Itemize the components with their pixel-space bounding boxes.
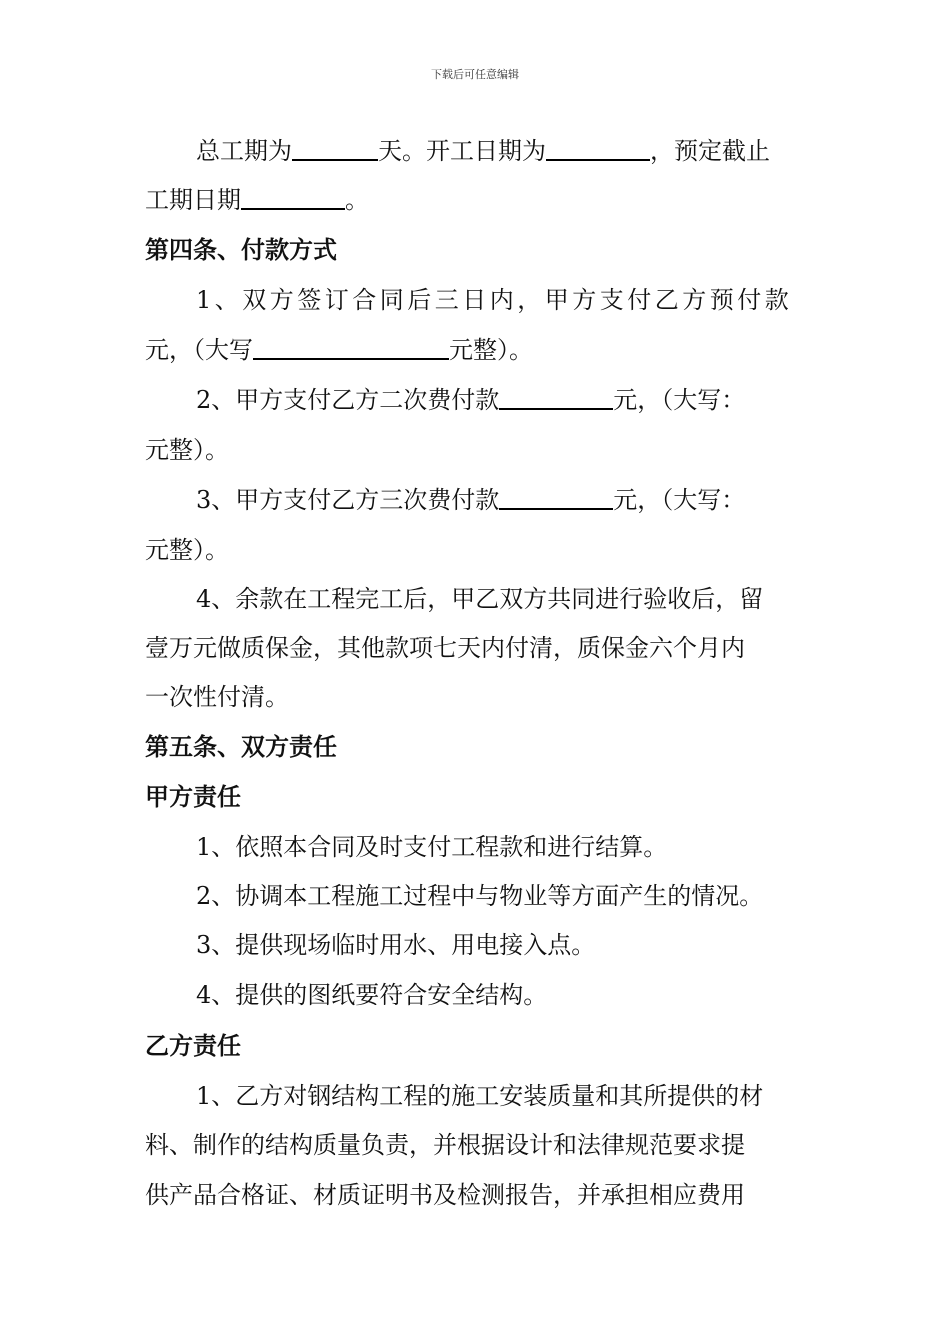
payment-item-3-line1 <box>196 485 745 515</box>
end-date-blank[interactable] <box>241 186 345 210</box>
end-date-line <box>145 185 369 215</box>
party-a-title: 甲方责任 <box>145 783 241 811</box>
payment-item-2-label: 2、甲方支付乙方二次费付款 <box>196 386 500 414</box>
party-b-item-1-line3: 供产品合格证、材质证明书及检测报告，并承担相应费用 <box>145 1181 745 1209</box>
party-a-item-1: 1、依照本合同及时支付工程款和进行结算。 <box>196 833 668 861</box>
total-days-blank[interactable] <box>292 137 378 161</box>
payment-item-1-capital-blank[interactable] <box>253 336 449 360</box>
payment-item-4-line3: 一次性付清。 <box>145 683 289 711</box>
payment-item-2-amount-blank[interactable] <box>499 386 613 410</box>
payment-item-1-amount-label: 元，（大写 <box>145 336 253 364</box>
article4-title: 第四条、付款方式 <box>145 236 337 264</box>
payment-item-3-line2: 元整）。 <box>145 536 229 564</box>
planned-end-label: ，预定截止 <box>650 137 770 165</box>
total-period-label: 总工期为 <box>196 137 292 165</box>
end-date-label: 工期日期 <box>145 186 241 214</box>
party-b-item-1-line1: 1、乙方对钢结构工程的施工安装质量和其所提供的材 <box>196 1082 764 1110</box>
payment-item-4-line1: 4、余款在工程完工后，甲乙双方共同进行验收后，留 <box>196 585 764 613</box>
party-b-title: 乙方责任 <box>145 1032 241 1060</box>
payment-item-3-suffix: 元，（大写： <box>613 486 746 514</box>
payment-item-1-line2 <box>145 335 533 365</box>
party-a-item-4: 4、提供的图纸要符合安全结构。 <box>196 981 548 1009</box>
page-header-note: 下载后可任意编辑 <box>431 68 519 81</box>
payment-item-1-line1: 1、双方签订合同后三日内，甲方支付乙方预付款 <box>196 286 793 314</box>
start-date-blank[interactable] <box>546 137 650 161</box>
article5-title: 第五条、双方责任 <box>145 733 337 761</box>
payment-item-2-line2: 元整）。 <box>145 436 229 464</box>
party-a-item-3: 3、提供现场临时用水、用电接入点。 <box>196 931 596 959</box>
end-date-period: 。 <box>345 186 369 214</box>
payment-item-2-suffix: 元，（大写： <box>613 386 746 414</box>
party-b-item-1-line2: 料、制作的结构质量负责，并根据设计和法律规范要求提 <box>145 1131 745 1159</box>
start-date-label: 天。开工日期为 <box>378 137 546 165</box>
total-period-line <box>196 136 770 166</box>
party-a-item-2: 2、协调本工程施工过程中与物业等方面产生的情况。 <box>196 882 764 910</box>
payment-item-3-amount-blank[interactable] <box>499 486 613 510</box>
payment-item-2-line1 <box>196 385 745 415</box>
payment-item-1-suffix: 元整）。 <box>449 336 533 364</box>
payment-item-3-label: 3、甲方支付乙方三次费付款 <box>196 486 500 514</box>
payment-item-4-line2: 壹万元做质保金，其他款项七天内付清，质保金六个月内 <box>145 634 745 662</box>
